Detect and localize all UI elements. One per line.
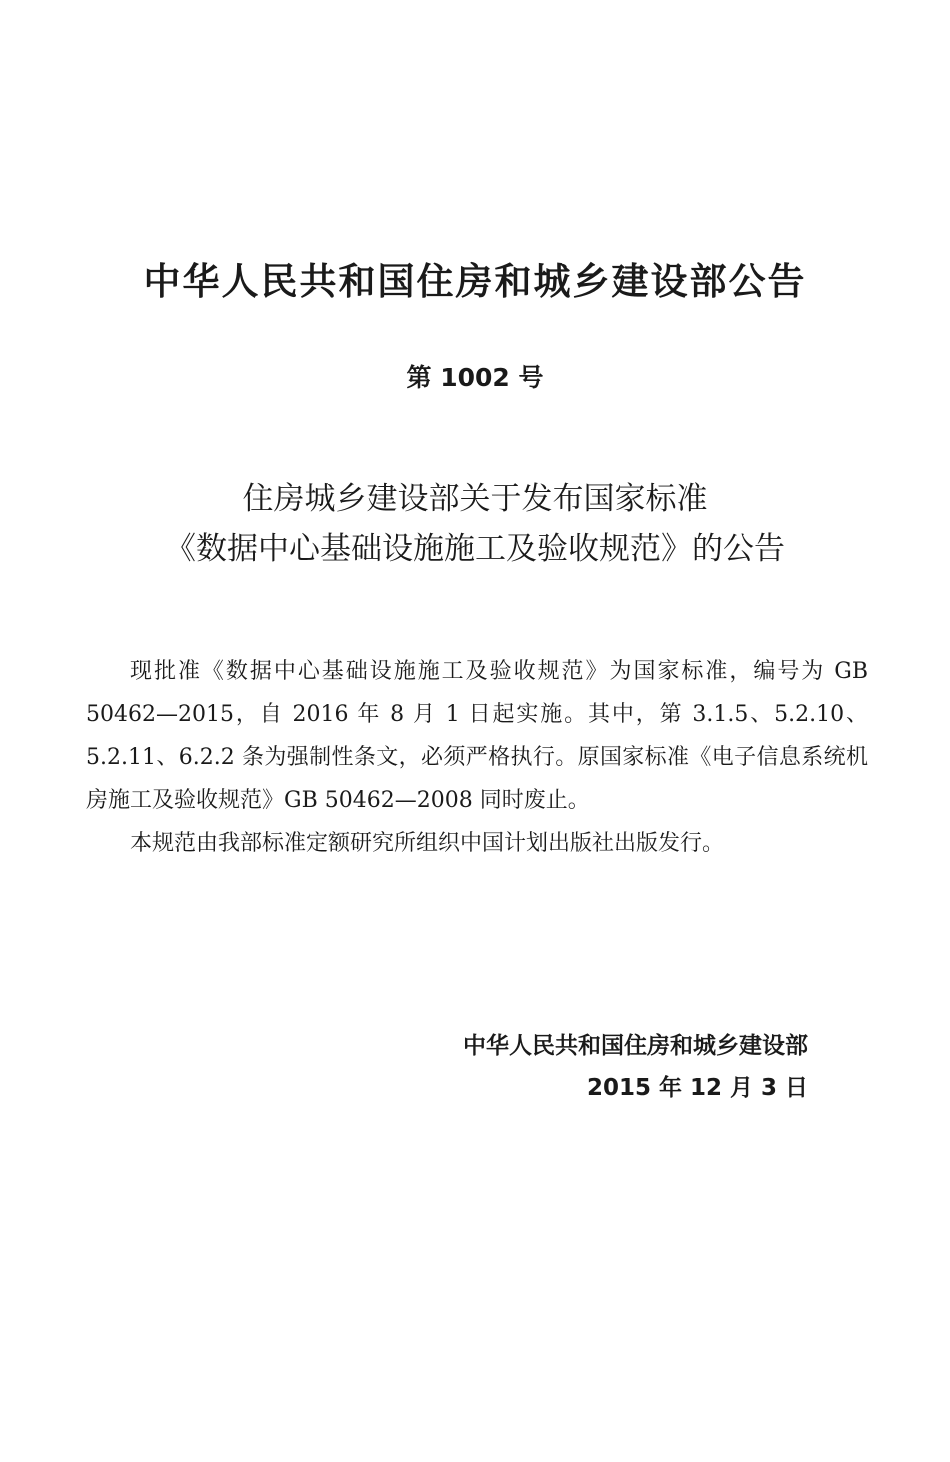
signature-organization: 中华人民共和国住房和城乡建设部 bbox=[463, 1033, 808, 1059]
announcement-number: 第 1002 号 bbox=[406, 363, 544, 392]
signature-date: 2015 年 12 月 3 日 bbox=[586, 1075, 808, 1101]
announcement-body bbox=[86, 650, 868, 865]
body-paragraph-1: 现批准《数据中心基础设施施工及验收规范》为国家标准，编号为 GB 50462—2015，自 2016 年 8 月 1 日起实施。其中，第 3.1.5、5.2.10、5.2.11、6.2.2 条为强制性条文，必须严格执行。原国家标准《电子信息系统机房施工及验收规范》GB 50462—2008 同时废止。 bbox=[86, 659, 868, 813]
subtitle-line-2: 《数据中心基础设施施工及验收规范》的公告 bbox=[165, 531, 785, 567]
subtitle-line-1: 住房城乡建设部关于发布国家标准 bbox=[242, 481, 708, 517]
announcement-subtitle bbox=[0, 474, 950, 574]
announcement-title: 中华人民共和国住房和城乡建设部公告 bbox=[143, 260, 807, 303]
body-paragraph-2: 本规范由我部标准定额研究所组织中国计划出版社出版发行。 bbox=[130, 831, 725, 856]
